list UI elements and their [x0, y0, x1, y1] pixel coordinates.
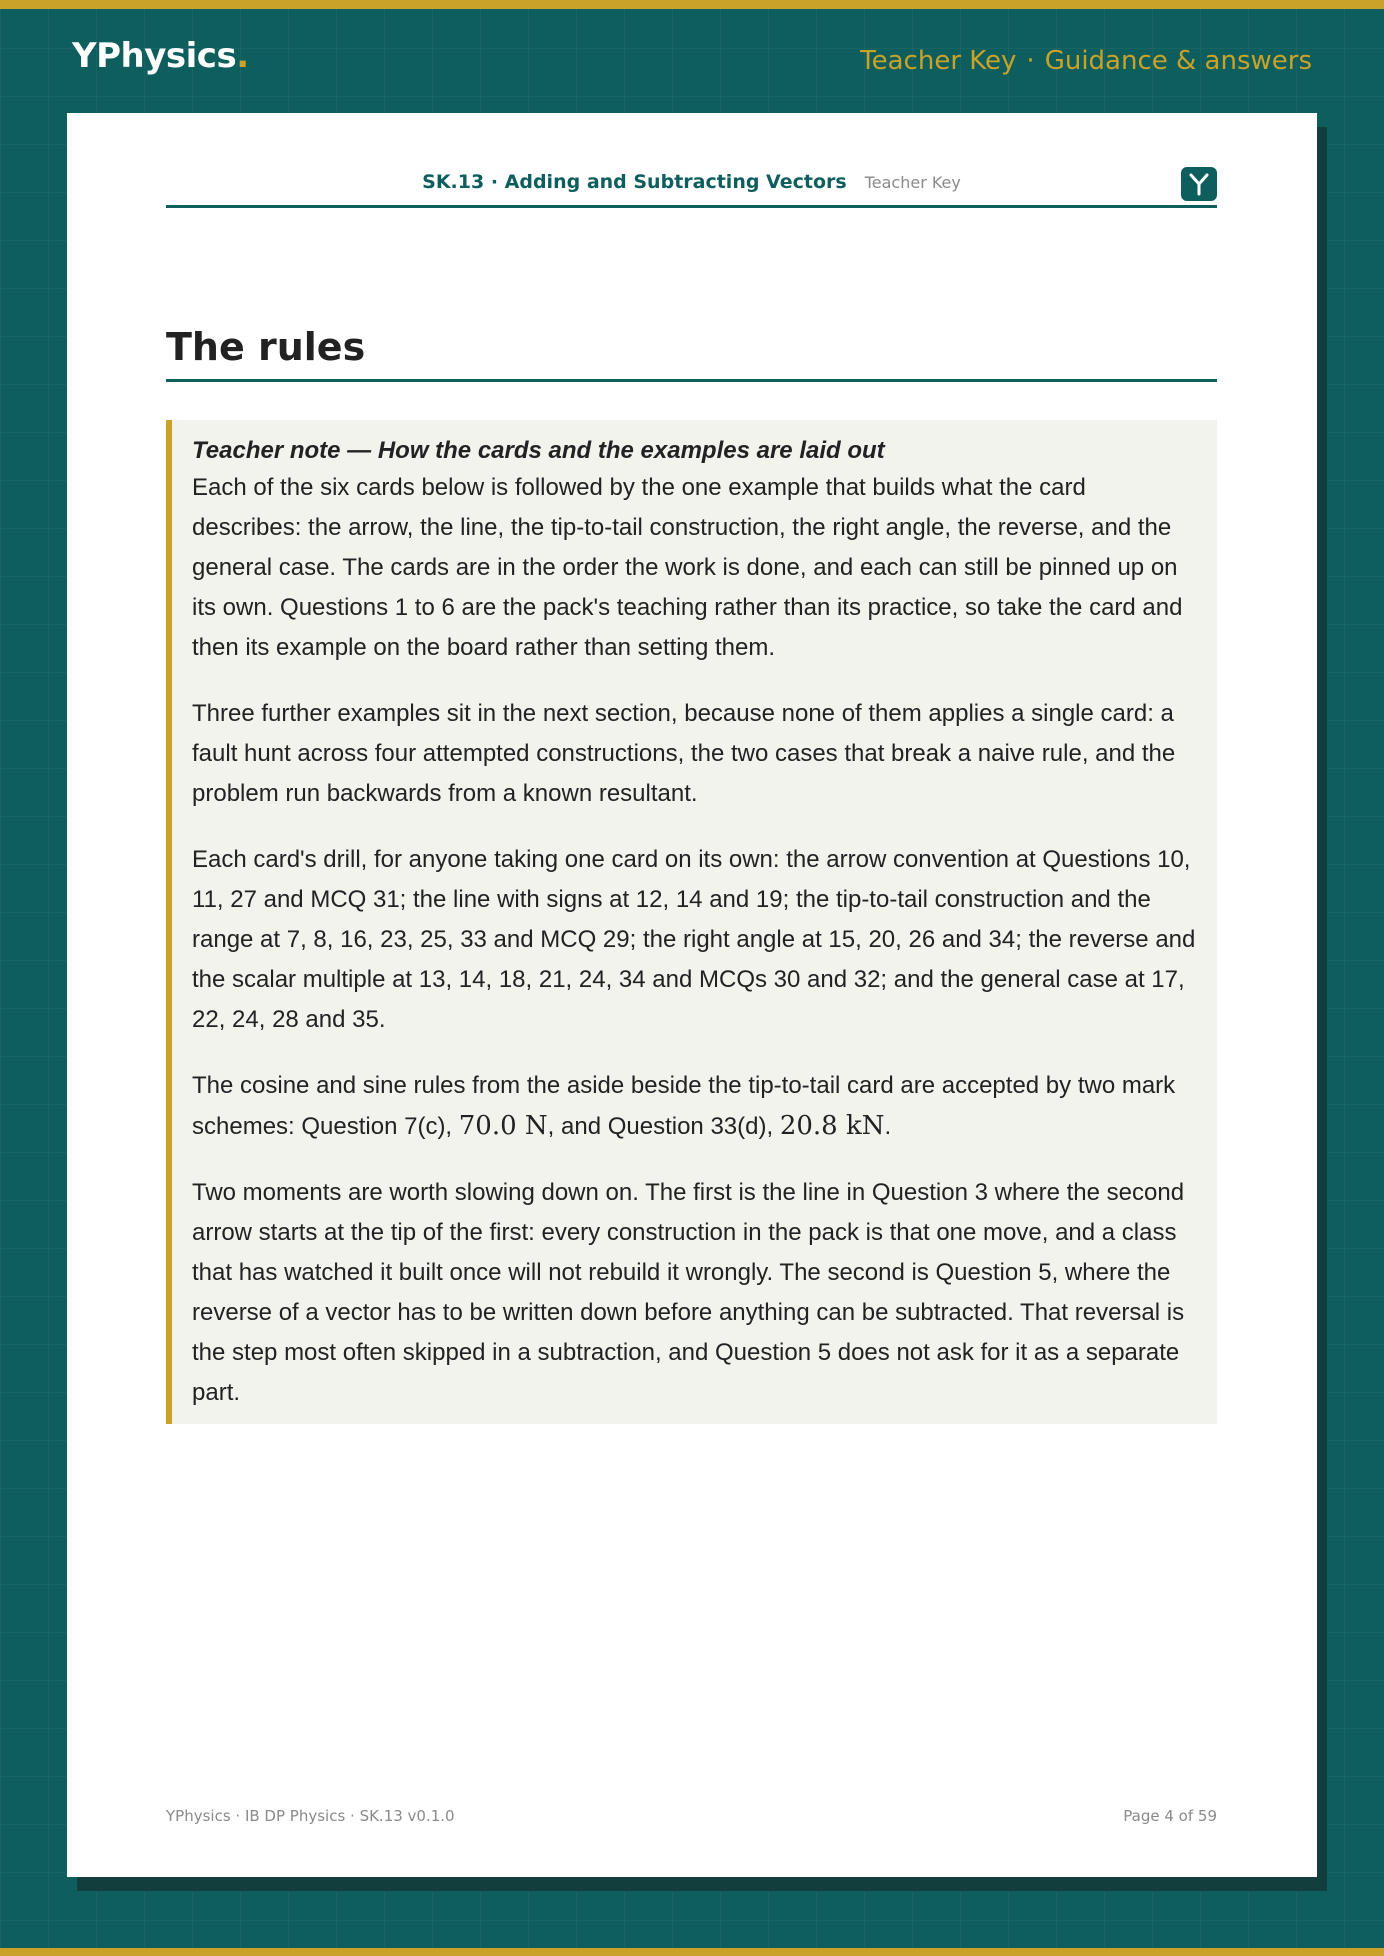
section-title: The rules: [166, 325, 1217, 382]
brand-logo[interactable]: [72, 36, 249, 76]
running-head-text: [166, 171, 1217, 193]
header-separator: ·: [1026, 46, 1035, 76]
note-paragraph-4-text-a: The cosine and sine rules from the aside beside the tip-to-tail card are accepted by two mark schemes: Question 7(c),: [192, 1072, 1176, 1140]
document-page: [67, 113, 1317, 1877]
teacher-note: [166, 420, 1217, 1424]
note-paragraph-4-text-b: , and Question 33(d),: [547, 1113, 780, 1140]
running-head-subtitle: Teacher Key: [864, 173, 961, 192]
note-paragraph-5: Two moments are worth slowing down on. The first is the line in Question 3 where the second arrow starts at the tip of the first: every construction in the pack is that one move, and a class that has watched it built once will not rebuild it wrongly. The second is Question 5, where the reverse of a vector has to be written down before anything can be subtracted. That reversal is the step most often skipped in a subtraction, and Question 5 does not ask for it as a separate part.: [192, 1179, 1185, 1406]
footer-left: YPhysics · IB DP Physics · SK.13 v0.1.0: [166, 1807, 455, 1825]
brand-name: YPhysics: [72, 36, 237, 76]
note-paragraph-1: Each of the six cards below is followed by the one example that builds what the card describes: the arrow, the line, the tip-to-tail construction, the right angle, the reverse, and the general case. The cards are in the order the work is done, and each can still be pinned up on its own. Questions 1 to 6 are the pack's teaching rather than its practice, so take the card and then its example on the board rather than setting them.: [192, 474, 1183, 661]
note-paragraph-4-text-c: .: [884, 1113, 892, 1140]
top-accent-stripe: [0, 0, 1384, 9]
note-paragraph-2: Three further examples sit in the next section, because none of them applies a single card: a fault hunt across four attempted constructions, the two cases that break a naive rule, and the problem run backwards from a known resultant.: [192, 700, 1176, 807]
math-force-value-1: 70.0 N: [458, 1111, 548, 1141]
teacher-note-title: Teacher note — How the cards and the examples are laid out: [192, 437, 885, 464]
page-number: Page 4 of 59: [1123, 1807, 1217, 1825]
header-teacher-key: Teacher Key: [860, 46, 1017, 76]
bottom-accent-stripe: [0, 1948, 1384, 1956]
running-head: [166, 165, 1217, 208]
note-paragraph-4: [192, 1066, 1197, 1147]
math-force-value-2: 20.8 kN: [779, 1111, 885, 1141]
note-paragraph-3: Each card's drill, for anyone taking one card on its own: the arrow convention at Questions 10, 11, 27 and MCQ 31; the line with signs at 12, 14 and 19; the tip-to-tail construction and the range at 7, 8, 16, 23, 25, 33 and MCQ 29; the right angle at 15, 20, 26 and 34; the reverse and the scalar multiple at 13, 14, 18, 21, 24, 34 and MCQs 30 and 32; and the general case at 17, 22, 24, 28 and 35.: [192, 846, 1196, 1033]
running-head-title: SK.13 · Adding and Subtracting Vectors: [422, 171, 847, 193]
header-section-label: [860, 46, 1312, 76]
header-guidance: Guidance & answers: [1044, 46, 1312, 76]
y-logo-icon: [1181, 167, 1217, 201]
brand-dot: .: [236, 36, 249, 76]
